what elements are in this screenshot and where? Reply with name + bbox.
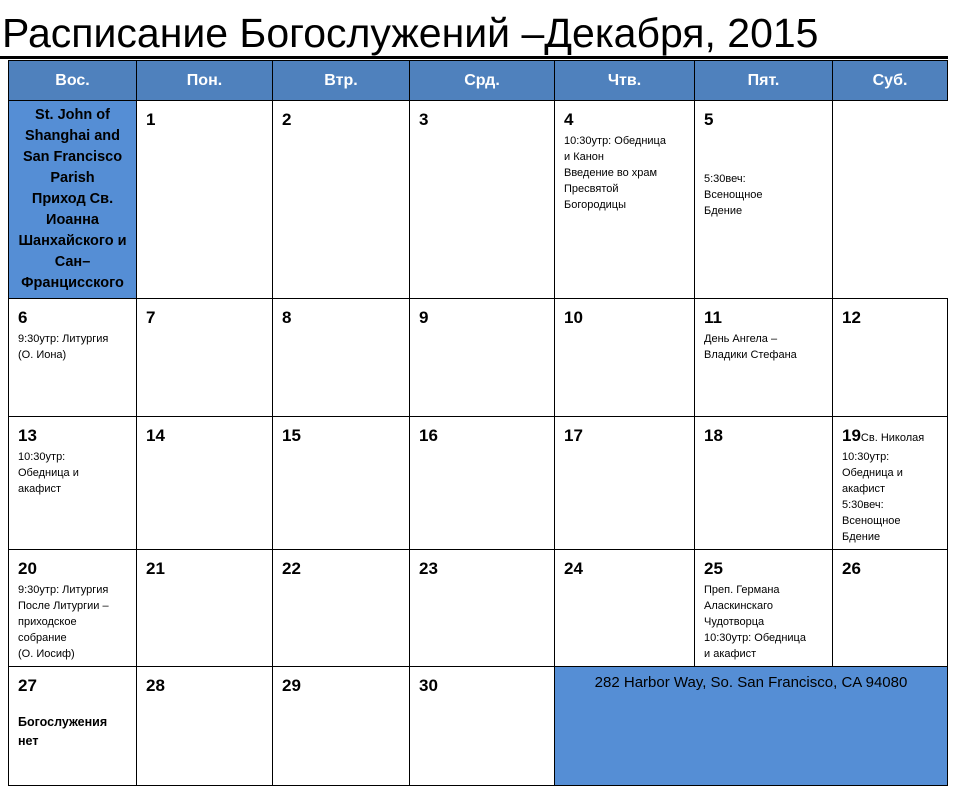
day-number: 18 xyxy=(704,426,723,445)
weekday-header-sat: Суб. xyxy=(833,61,948,101)
weekday-header-wed: Срд. xyxy=(410,61,555,101)
day-number: 19 xyxy=(842,426,861,445)
day-cell xyxy=(695,299,833,417)
day-cell xyxy=(555,299,695,417)
day-number: 29 xyxy=(282,676,301,695)
weekday-header-row xyxy=(9,61,948,101)
weekday-header-thu: Чтв. xyxy=(555,61,695,101)
weekday-header-tue: Втр. xyxy=(273,61,410,101)
parish-name-cell xyxy=(9,101,137,299)
week-row xyxy=(9,299,948,417)
day-number: 6 xyxy=(18,308,28,327)
day-number: 24 xyxy=(564,559,583,578)
week-row xyxy=(9,417,948,550)
day-number: 4 xyxy=(564,110,574,129)
parish-address: 282 Harbor Way, So. San Francisco, CA 94080 xyxy=(594,674,908,691)
day-cell xyxy=(9,299,137,417)
day-cell xyxy=(137,417,273,550)
day-cell xyxy=(137,299,273,417)
day-number: 20 xyxy=(18,559,37,578)
day-event: 9:30утр: Литургия После Литургии – приходское собрание (О. Иосиф) xyxy=(18,584,109,660)
day-cell xyxy=(695,101,833,299)
day-event: 10:30утр: Обедница и акафист xyxy=(18,451,79,495)
parish-name-russian: Приход Св. Иоанна Шанхайского и Сан–Францисского xyxy=(18,191,127,291)
day-cell xyxy=(410,417,555,550)
day-event: 10:30утр: Обедница и акафист 5:30веч: Всенощное Бдение xyxy=(842,451,903,543)
day-event: 5:30веч: Всенощное Бдение xyxy=(704,173,763,217)
address-cell xyxy=(555,667,948,786)
page-title: Расписание Богослужений –Декабря, 2015 xyxy=(2,10,819,56)
day-cell xyxy=(555,101,695,299)
day-cell xyxy=(273,417,410,550)
day-number: 5 xyxy=(704,110,714,129)
day-number: 8 xyxy=(282,308,292,327)
weekday-header-mon: Пон. xyxy=(137,61,273,101)
day-cell xyxy=(410,667,555,786)
day-event: 9:30утр: Литургия (О. Иона) xyxy=(18,333,109,361)
day-number: 26 xyxy=(842,559,861,578)
day-cell xyxy=(555,417,695,550)
day-number: 9 xyxy=(419,308,429,327)
day-event: День Ангела – Владики Стефана xyxy=(704,333,797,361)
day-number: 10 xyxy=(564,308,583,327)
weekday-header-sun: Вос. xyxy=(9,61,137,101)
day-cell xyxy=(833,299,948,417)
day-cell xyxy=(410,299,555,417)
day-cell xyxy=(273,299,410,417)
day-cell xyxy=(9,417,137,550)
day-number: 21 xyxy=(146,559,165,578)
day-number: 23 xyxy=(419,559,438,578)
day-cell xyxy=(273,101,410,299)
day-number: 14 xyxy=(146,426,165,445)
day-cell xyxy=(695,417,833,550)
day-number: 15 xyxy=(282,426,301,445)
weekday-header-fri: Пят. xyxy=(695,61,833,101)
calendar-grid xyxy=(8,60,948,786)
day-number: 1 xyxy=(146,110,156,129)
day-cell xyxy=(695,550,833,667)
week-row xyxy=(9,101,948,299)
day-cell xyxy=(833,417,948,550)
day-number: 30 xyxy=(419,676,438,695)
day-number: 7 xyxy=(146,308,156,327)
day-number: 25 xyxy=(704,559,723,578)
day-cell xyxy=(137,101,273,299)
day-cell xyxy=(833,550,948,667)
day-number: 28 xyxy=(146,676,165,695)
day-cell xyxy=(410,101,555,299)
day-cell xyxy=(9,667,137,786)
day-number: 27 xyxy=(18,676,37,695)
day-cell xyxy=(137,667,273,786)
day-cell xyxy=(555,550,695,667)
day-cell xyxy=(9,550,137,667)
week-row xyxy=(9,550,948,667)
day-number: 2 xyxy=(282,110,292,129)
day-number: 11 xyxy=(704,308,722,327)
day-event: Преп. Германа Аласкинскаго Чудотворца 10:30утр: Обедница и акафист xyxy=(704,584,806,660)
day-event: 10:30утр: Обедница и Канон Введение во храм Пресвятой Богородицы xyxy=(564,135,666,211)
day-event: Богослужения нет xyxy=(18,715,108,748)
day-cell xyxy=(410,550,555,667)
day-cell xyxy=(137,550,273,667)
day-cell xyxy=(273,667,410,786)
day-number: 13 xyxy=(18,426,37,445)
day-cell xyxy=(273,550,410,667)
day-number: 17 xyxy=(564,426,583,445)
title-underline xyxy=(0,56,948,59)
day-number: 16 xyxy=(419,426,438,445)
day-number: 22 xyxy=(282,559,301,578)
week-row xyxy=(9,667,948,786)
day-number: 12 xyxy=(842,308,861,327)
feast-name: Св. Николая xyxy=(860,432,925,444)
parish-name-english: St. John of Shanghai and San Francisco Parish xyxy=(22,107,123,186)
day-number: 3 xyxy=(419,110,429,129)
